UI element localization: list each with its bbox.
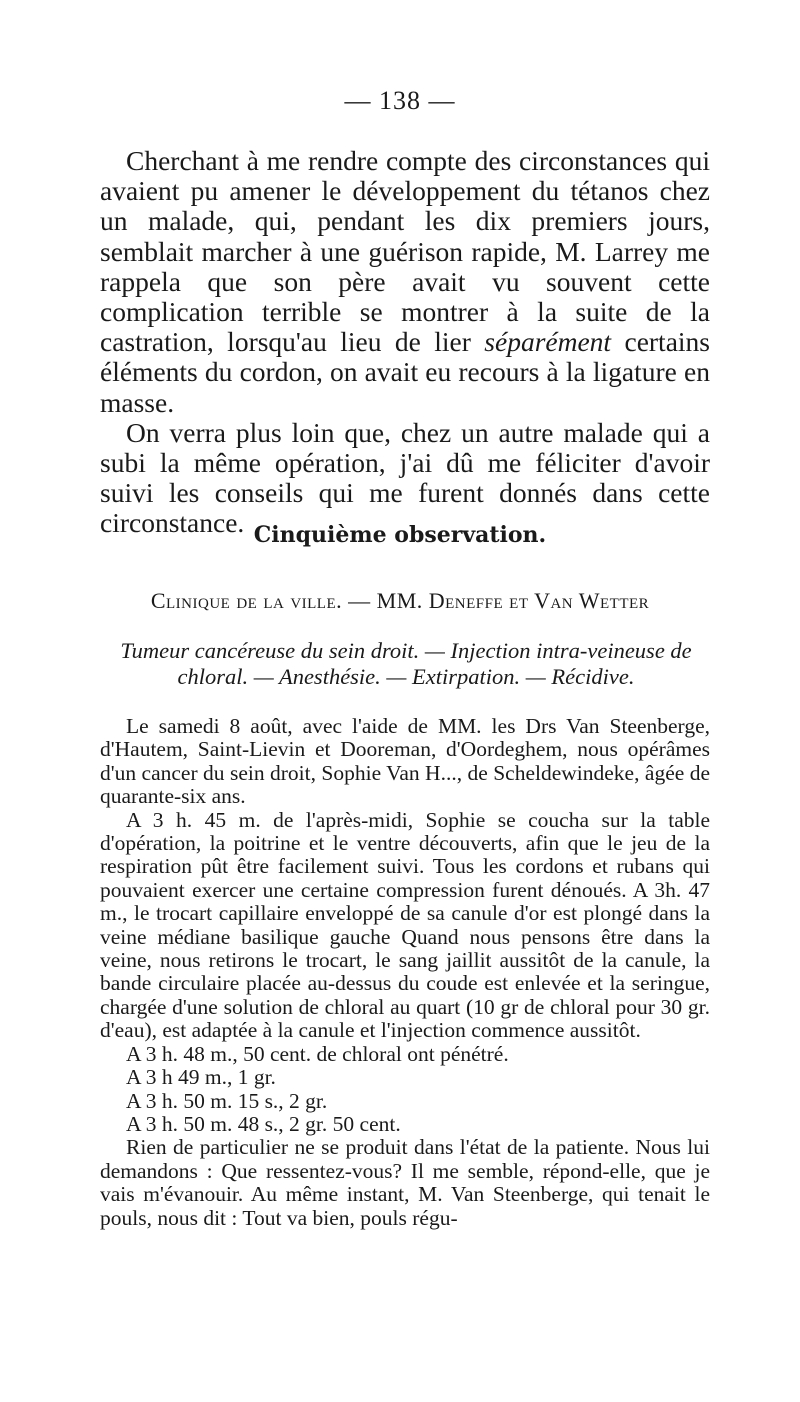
dose-line: A 3 h 49 m., 1 gr. [126,1065,276,1090]
intro-text-end: certains éléments du cordon, on avait eu recours à la ligature en masse. [100,326,710,418]
intro-paragraph [100,146,710,418]
intro-paragraph: On verra plus loin que, chez un autre malade qui a subi la même opération, j'ai dû me féliciter d'avoir suivi les conseils qui me furent donnés dans cette circonstance. [100,416,710,539]
page-number: — 138 — [344,86,456,115]
intro-section [100,146,710,539]
dose-line: A 3 h. 48 m., 50 cent. de chloral ont pénétré. [126,1041,509,1066]
dose-line: A 3 h. 50 m. 15 s., 2 gr. [126,1088,328,1113]
dose-line: A 3 h. 50 m. 48 s., 2 gr. 50 cent. [126,1111,401,1136]
body-paragraph: Rien de particulier ne se produit dans l'état de la patiente. Nous lui demandons : Que ressentez-vous? Il me semble, répond-elle, que je vais m'évanouir. Au même instant, M. Van Steenberge, qui tenait le pouls, nous dit : Tout va bien, pouls régu- [100,1135,710,1230]
body-paragraph: Le samedi 8 août, avec l'aide de MM. les Drs Van Steenberge, d'Hautem, Saint-Lievin et Dooreman, d'Oordeghem, nous opérâmes d'un cancer du sein droit, Sophie Van H..., de Scheldewindeke, âgée de quarante-six ans. [100,714,710,809]
clinic-line: Clinique de la ville. — MM. Deneffe et Van Wetter [150,588,650,613]
body-paragraph: A 3 h. 45 m. de l'après-midi, Sophie se coucha sur la table d'opération, la poitrine et le ventre découverts, afin que le jeu de la respiration pût être facilement suivi. Tous les cordons et rubans qui pouvaient exercer une certaine compression furent dénoués. A 3h. 47 m., le trocart capillaire enveloppé de sa canule d'or est plongé dans la veine médiane basilique gauche Quand nous pensons être dans la veine, nous retirons le trocart, le sang jaillit aussitôt de la canule, la bande circulaire placée au-dessus du coude est enlevée et la seringue, chargée d'une solution de chloral au quart (10 gr de chloral pour 30 gr. d'eau), est adaptée à la canule et l'injection commence aussitôt. [100,807,710,1043]
intro-text-start: Cherchant à me rendre compte des circonstances qui avaient pu amener le développement du tétanos chez un malade, qui, pendant les dix premiers jours, semblait marcher à une guérison rapide, M. Larrey me rappela que son père avait vu souvent cette complication terrible se montrer à la suite de la castration, lorsqu'au lieu de lier [100,145,710,358]
emphasis-word: séparément [484,326,612,358]
observation-heading: Cinquième observation. [253,522,547,548]
case-body [100,715,710,1230]
case-subject: Tumeur cancéreuse du sein droit. — Injection intra-veineuse de chloral. — Anesthésie. — Extirpation. — Récidive. [120,638,692,689]
